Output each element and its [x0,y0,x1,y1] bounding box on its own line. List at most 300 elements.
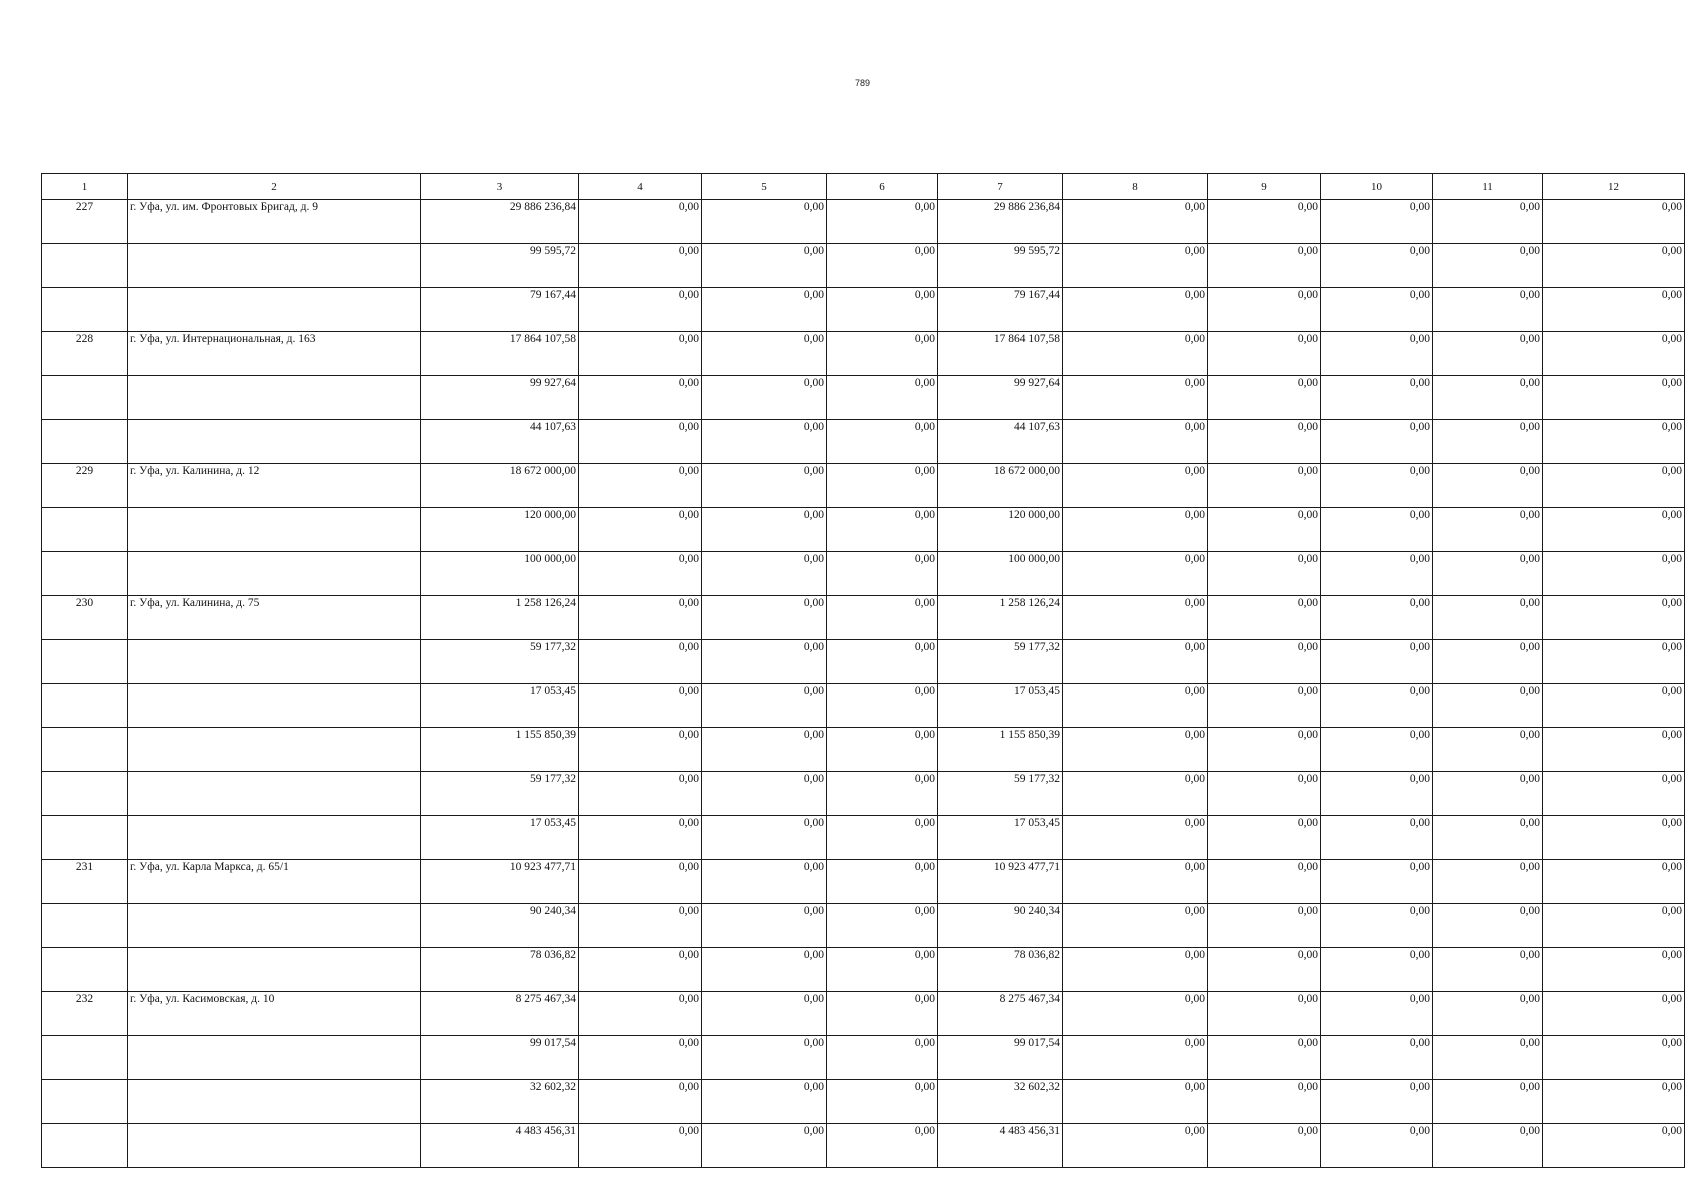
table-row [42,596,1685,640]
value-cell: 0,00 [1543,904,1685,948]
value-cell: 0,00 [702,1080,827,1124]
column-header: 9 [1208,174,1321,200]
table-row [42,684,1685,728]
value-cell: 120 000,00 [938,508,1063,552]
value-cell: 0,00 [1543,376,1685,420]
value-cell: 32 602,32 [421,1080,579,1124]
value-cell: 0,00 [1208,200,1321,244]
value-cell: 0,00 [1321,244,1433,288]
value-cell: 0,00 [1063,1080,1208,1124]
value-cell: 0,00 [1063,244,1208,288]
value-cell: 0,00 [1543,508,1685,552]
value-cell: 0,00 [1208,1124,1321,1168]
row-number-cell [42,948,128,992]
value-cell: 0,00 [1321,1080,1433,1124]
value-cell: 0,00 [827,464,938,508]
address-cell [128,552,421,596]
value-cell: 0,00 [579,1080,702,1124]
value-cell: 0,00 [1543,420,1685,464]
value-cell: 0,00 [827,640,938,684]
row-number-cell [42,728,128,772]
value-cell: 0,00 [1208,640,1321,684]
value-cell: 0,00 [1063,948,1208,992]
value-cell: 120 000,00 [421,508,579,552]
value-cell: 0,00 [1208,596,1321,640]
value-cell: 0,00 [1433,992,1543,1036]
address-cell [128,772,421,816]
value-cell: 0,00 [1063,728,1208,772]
value-cell: 0,00 [827,1036,938,1080]
address-cell: г. Уфа, ул. Калинина, д. 75 [128,596,421,640]
table-row [42,376,1685,420]
address-cell: г. Уфа, ул. Касимовская, д. 10 [128,992,421,1036]
address-cell [128,288,421,332]
value-cell: 0,00 [827,244,938,288]
value-cell: 0,00 [1208,904,1321,948]
value-cell: 0,00 [1543,1036,1685,1080]
value-cell: 0,00 [702,244,827,288]
value-cell: 0,00 [1543,244,1685,288]
table-row [42,552,1685,596]
row-number-cell [42,1080,128,1124]
table-row [42,420,1685,464]
value-cell: 0,00 [1433,200,1543,244]
address-cell [128,376,421,420]
table-row [42,904,1685,948]
value-cell: 0,00 [1543,816,1685,860]
value-cell: 0,00 [1321,772,1433,816]
column-header: 12 [1543,174,1685,200]
value-cell: 0,00 [1063,508,1208,552]
value-cell: 0,00 [579,1124,702,1168]
value-cell: 0,00 [1321,948,1433,992]
address-cell: г. Уфа, ул. им. Фронтовых Бригад, д. 9 [128,200,421,244]
value-cell: 4 483 456,31 [421,1124,579,1168]
table-row [42,816,1685,860]
value-cell: 0,00 [1321,596,1433,640]
value-cell: 90 240,34 [938,904,1063,948]
value-cell: 0,00 [1063,992,1208,1036]
address-cell [128,508,421,552]
value-cell: 0,00 [1543,948,1685,992]
value-cell: 0,00 [1321,464,1433,508]
value-cell: 0,00 [1063,420,1208,464]
row-number-cell [42,288,128,332]
value-cell: 99 927,64 [938,376,1063,420]
value-cell: 0,00 [827,816,938,860]
value-cell: 0,00 [1208,420,1321,464]
value-cell: 0,00 [579,508,702,552]
value-cell: 0,00 [1063,376,1208,420]
row-number-cell [42,640,128,684]
value-cell: 0,00 [702,728,827,772]
value-cell: 59 177,32 [421,640,579,684]
address-cell: г. Уфа, ул. Интернациональная, д. 163 [128,332,421,376]
value-cell: 59 177,32 [938,640,1063,684]
row-number-cell: 232 [42,992,128,1036]
address-cell [128,420,421,464]
table-row [42,200,1685,244]
row-number-cell [42,552,128,596]
table-row [42,508,1685,552]
table-body [42,200,1685,1168]
value-cell: 0,00 [1543,596,1685,640]
table-row [42,640,1685,684]
value-cell: 0,00 [1208,772,1321,816]
row-number-cell [42,816,128,860]
value-cell: 0,00 [1063,816,1208,860]
value-cell: 0,00 [1433,948,1543,992]
value-cell: 0,00 [1543,288,1685,332]
header-row [42,174,1685,200]
value-cell: 0,00 [827,1124,938,1168]
value-cell: 0,00 [1063,1036,1208,1080]
address-cell [128,1036,421,1080]
value-cell: 0,00 [1063,904,1208,948]
value-cell: 0,00 [579,420,702,464]
value-cell: 17 053,45 [421,684,579,728]
value-cell: 0,00 [1433,1036,1543,1080]
value-cell: 0,00 [827,948,938,992]
value-cell: 0,00 [702,508,827,552]
value-cell: 17 053,45 [421,816,579,860]
value-cell: 0,00 [1433,1124,1543,1168]
value-cell: 18 672 000,00 [938,464,1063,508]
value-cell: 0,00 [579,640,702,684]
value-cell: 0,00 [1543,992,1685,1036]
value-cell: 0,00 [1433,684,1543,728]
value-cell: 99 017,54 [938,1036,1063,1080]
column-header: 6 [827,174,938,200]
value-cell: 0,00 [1433,376,1543,420]
page-number: 789 [854,78,871,88]
value-cell: 0,00 [1321,640,1433,684]
value-cell: 0,00 [702,420,827,464]
value-cell: 0,00 [1208,728,1321,772]
value-cell: 0,00 [1433,728,1543,772]
address-cell [128,948,421,992]
value-cell: 0,00 [1208,508,1321,552]
value-cell: 0,00 [1321,376,1433,420]
value-cell: 99 595,72 [938,244,1063,288]
value-cell: 0,00 [702,1124,827,1168]
value-cell: 0,00 [1433,508,1543,552]
value-cell: 0,00 [702,948,827,992]
value-cell: 17 864 107,58 [938,332,1063,376]
value-cell: 0,00 [1543,772,1685,816]
table-row [42,464,1685,508]
value-cell: 0,00 [827,772,938,816]
value-cell: 0,00 [1543,860,1685,904]
value-cell: 10 923 477,71 [938,860,1063,904]
value-cell: 0,00 [702,816,827,860]
row-number-cell [42,1036,128,1080]
value-cell: 0,00 [579,244,702,288]
address-cell [128,904,421,948]
value-cell: 0,00 [1063,200,1208,244]
value-cell: 0,00 [1063,288,1208,332]
value-cell: 0,00 [579,288,702,332]
address-cell: г. Уфа, ул. Карла Маркса, д. 65/1 [128,860,421,904]
row-number-cell [42,508,128,552]
value-cell: 0,00 [1543,332,1685,376]
value-cell: 29 886 236,84 [421,200,579,244]
value-cell: 0,00 [1433,552,1543,596]
value-cell: 0,00 [1063,640,1208,684]
column-header: 10 [1321,174,1433,200]
value-cell: 0,00 [1208,244,1321,288]
value-cell: 0,00 [1321,684,1433,728]
value-cell: 0,00 [579,1036,702,1080]
value-cell: 0,00 [1321,904,1433,948]
value-cell: 0,00 [1433,420,1543,464]
row-number-cell: 228 [42,332,128,376]
value-cell: 0,00 [1208,860,1321,904]
value-cell: 0,00 [1433,332,1543,376]
table-row [42,860,1685,904]
value-cell: 0,00 [1321,200,1433,244]
value-cell: 0,00 [1433,816,1543,860]
table-row [42,728,1685,772]
value-cell: 0,00 [1543,200,1685,244]
row-number-cell [42,684,128,728]
value-cell: 0,00 [702,860,827,904]
value-cell: 0,00 [1433,1080,1543,1124]
value-cell: 0,00 [1063,552,1208,596]
value-cell: 0,00 [1321,420,1433,464]
value-cell: 0,00 [1063,596,1208,640]
value-cell: 0,00 [702,684,827,728]
value-cell: 0,00 [579,948,702,992]
row-number-cell: 227 [42,200,128,244]
value-cell: 0,00 [1543,1124,1685,1168]
value-cell: 0,00 [827,420,938,464]
value-cell: 0,00 [1543,640,1685,684]
value-cell: 0,00 [1321,332,1433,376]
value-cell: 0,00 [579,772,702,816]
value-cell: 0,00 [1208,552,1321,596]
value-cell: 0,00 [1543,552,1685,596]
value-cell: 8 275 467,34 [421,992,579,1036]
value-cell: 0,00 [1208,816,1321,860]
value-cell: 0,00 [1321,816,1433,860]
value-cell: 1 155 850,39 [938,728,1063,772]
value-cell: 0,00 [1063,464,1208,508]
value-cell: 44 107,63 [938,420,1063,464]
value-cell: 90 240,34 [421,904,579,948]
value-cell: 0,00 [702,904,827,948]
value-cell: 0,00 [579,816,702,860]
value-cell: 0,00 [702,552,827,596]
address-cell [128,816,421,860]
value-cell: 99 017,54 [421,1036,579,1080]
value-cell: 0,00 [1063,772,1208,816]
column-header: 2 [128,174,421,200]
value-cell: 0,00 [1321,860,1433,904]
value-cell: 0,00 [579,860,702,904]
address-cell [128,640,421,684]
value-cell: 0,00 [702,640,827,684]
value-cell: 0,00 [1063,1124,1208,1168]
column-header: 1 [42,174,128,200]
table-row [42,772,1685,816]
value-cell: 0,00 [1321,1036,1433,1080]
value-cell: 0,00 [1321,508,1433,552]
row-number-cell: 230 [42,596,128,640]
value-cell: 0,00 [1543,464,1685,508]
value-cell: 0,00 [1433,244,1543,288]
column-header: 3 [421,174,579,200]
address-cell [128,244,421,288]
value-cell: 0,00 [1208,948,1321,992]
address-cell [128,1124,421,1168]
value-cell: 0,00 [579,684,702,728]
value-cell: 0,00 [702,376,827,420]
value-cell: 100 000,00 [938,552,1063,596]
value-cell: 0,00 [702,1036,827,1080]
value-cell: 1 258 126,24 [938,596,1063,640]
value-cell: 59 177,32 [938,772,1063,816]
value-cell: 0,00 [579,376,702,420]
value-cell: 0,00 [1208,464,1321,508]
value-cell: 0,00 [702,464,827,508]
value-cell: 78 036,82 [421,948,579,992]
value-cell: 0,00 [827,904,938,948]
column-header: 11 [1433,174,1543,200]
value-cell: 0,00 [1208,992,1321,1036]
table-row [42,948,1685,992]
address-cell [128,728,421,772]
value-cell: 0,00 [827,200,938,244]
value-cell: 0,00 [827,332,938,376]
table-row [42,332,1685,376]
value-cell: 0,00 [827,508,938,552]
column-header: 5 [702,174,827,200]
column-header: 7 [938,174,1063,200]
address-cell [128,684,421,728]
table-row [42,992,1685,1036]
value-cell: 0,00 [579,596,702,640]
value-cell: 0,00 [1208,1080,1321,1124]
value-cell: 0,00 [702,596,827,640]
value-cell: 0,00 [1208,288,1321,332]
value-cell: 78 036,82 [938,948,1063,992]
value-cell: 8 275 467,34 [938,992,1063,1036]
value-cell: 0,00 [702,332,827,376]
value-cell: 0,00 [1433,772,1543,816]
value-cell: 0,00 [827,1080,938,1124]
value-cell: 0,00 [827,376,938,420]
value-cell: 17 864 107,58 [421,332,579,376]
table-row [42,244,1685,288]
value-cell: 0,00 [1321,552,1433,596]
value-cell: 100 000,00 [421,552,579,596]
value-cell: 0,00 [1543,728,1685,772]
value-cell: 1 258 126,24 [421,596,579,640]
value-cell: 0,00 [827,552,938,596]
value-cell: 4 483 456,31 [938,1124,1063,1168]
data-table [41,173,1685,1168]
value-cell: 0,00 [827,596,938,640]
value-cell: 0,00 [827,684,938,728]
column-header: 8 [1063,174,1208,200]
value-cell: 0,00 [702,772,827,816]
value-cell: 0,00 [1543,1080,1685,1124]
row-number-cell [42,904,128,948]
value-cell: 0,00 [579,552,702,596]
value-cell: 99 927,64 [421,376,579,420]
value-cell: 0,00 [1433,860,1543,904]
address-cell: г. Уфа, ул. Калинина, д. 12 [128,464,421,508]
value-cell: 0,00 [1433,464,1543,508]
value-cell: 79 167,44 [938,288,1063,332]
value-cell: 17 053,45 [938,816,1063,860]
value-cell: 0,00 [1433,288,1543,332]
value-cell: 0,00 [1321,1124,1433,1168]
row-number-cell: 231 [42,860,128,904]
value-cell: 0,00 [1433,596,1543,640]
value-cell: 17 053,45 [938,684,1063,728]
value-cell: 0,00 [579,904,702,948]
value-cell: 0,00 [1208,1036,1321,1080]
column-header: 4 [579,174,702,200]
value-cell: 79 167,44 [421,288,579,332]
value-cell: 0,00 [1208,376,1321,420]
value-cell: 0,00 [702,288,827,332]
value-cell: 0,00 [1433,640,1543,684]
table-row [42,1080,1685,1124]
value-cell: 0,00 [1433,904,1543,948]
row-number-cell: 229 [42,464,128,508]
value-cell: 0,00 [827,992,938,1036]
value-cell: 0,00 [702,200,827,244]
row-number-cell [42,772,128,816]
value-cell: 0,00 [1208,684,1321,728]
value-cell: 0,00 [827,728,938,772]
value-cell: 10 923 477,71 [421,860,579,904]
value-cell: 0,00 [1208,332,1321,376]
table-row [42,1036,1685,1080]
table-row [42,1124,1685,1168]
value-cell: 18 672 000,00 [421,464,579,508]
value-cell: 99 595,72 [421,244,579,288]
value-cell: 0,00 [1543,684,1685,728]
value-cell: 0,00 [579,464,702,508]
value-cell: 44 107,63 [421,420,579,464]
value-cell: 32 602,32 [938,1080,1063,1124]
row-number-cell [42,244,128,288]
row-number-cell [42,420,128,464]
value-cell: 59 177,32 [421,772,579,816]
value-cell: 1 155 850,39 [421,728,579,772]
value-cell: 0,00 [1321,728,1433,772]
value-cell: 0,00 [827,860,938,904]
row-number-cell [42,1124,128,1168]
row-number-cell [42,376,128,420]
value-cell: 0,00 [827,288,938,332]
value-cell: 0,00 [579,332,702,376]
table-row [42,288,1685,332]
value-cell: 0,00 [579,728,702,772]
value-cell: 29 886 236,84 [938,200,1063,244]
value-cell: 0,00 [1321,992,1433,1036]
address-cell [128,1080,421,1124]
value-cell: 0,00 [1321,288,1433,332]
value-cell: 0,00 [1063,860,1208,904]
value-cell: 0,00 [702,992,827,1036]
value-cell: 0,00 [1063,332,1208,376]
value-cell: 0,00 [1063,684,1208,728]
